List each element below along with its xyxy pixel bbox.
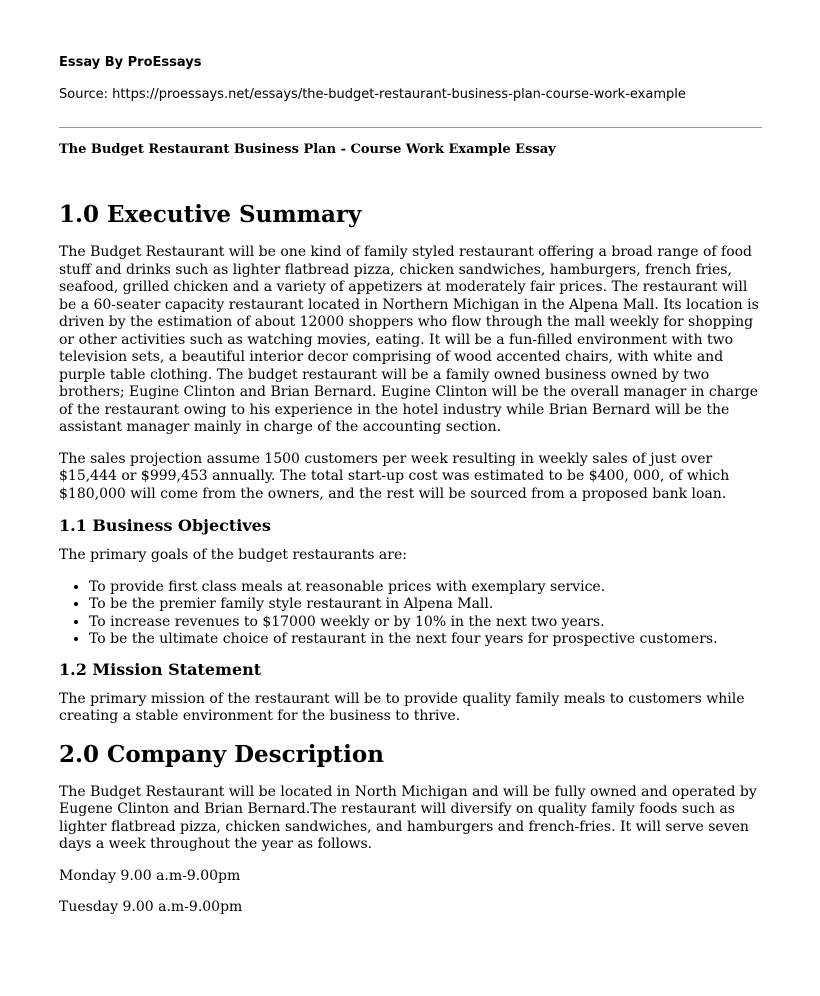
executive-summary-paragraph-2: The sales projection assume 1500 customers per week resulting in weekly sales of just over $15,444 or $999,453 annually. The total start-up cost was estimated to be $400, 000, of which $180,000 will come from the owners, and the rest will be sourced from a proposed bank loan.	[59, 450, 730, 502]
company-description-paragraph: The Budget Restaurant will be located in North Michigan and will be fully owned and operated by Eugene Clinton and Brian Bernard.The restaurant will diversify on quality family foods such as lighter flatbread pizza, chicken sandwiches, and hamburgers and french-fries. It will serve seven days a week throughout the year as follows.	[59, 783, 757, 852]
heading-business-objectives: 1.1 Business Objectives	[59, 516, 271, 535]
essay-title: The Budget Restaurant Business Plan - Course Work Example Essay	[59, 142, 556, 157]
list-item: • To provide first class meals at reasonable prices with exemplary service.	[89, 579, 764, 597]
hours-line-monday: Monday 9.00 a.m-9.00pm	[59, 867, 241, 884]
business-objectives-intro: The primary goals of the budget restaurants are:	[59, 547, 407, 563]
mission-statement-paragraph: The primary mission of the restaurant will be to provide quality family meals to customers while creating a stable environment for the business to thrive.	[59, 690, 745, 724]
essay-body	[59, 200, 764, 931]
hours-line-tuesday: Tuesday 9.00 a.m-9.00pm	[59, 899, 243, 915]
heading-mission-statement: 1.2 Mission Statement	[59, 659, 262, 679]
essay-byline: Essay By ProEssays	[59, 55, 202, 70]
list-item: • To increase revenues to $17000 weekly or by 10% in the next two years.	[89, 614, 764, 632]
header-divider	[59, 127, 762, 128]
heading-company-description: 2.0 Company Description	[59, 740, 384, 768]
list-item: • To be the premier family style restaurant in Alpena Mall.	[89, 596, 764, 614]
essay-source: Source: https://proessays.net/essays/the-budget-restaurant-business-plan-course-work-example	[59, 87, 686, 102]
executive-summary-paragraph-1: The Budget Restaurant will be one kind of family styled restaurant offering a broad range of food stuff and drinks such as lighter flatbread pizza, chicken sandwiches, hamburgers, french fries, seafood, grilled chicken and a variety of appetizers at moderately fair prices. The restaurant will be a 60-seater capacity restaurant located in Northern Michigan in the Alpena Mall. Its location is driven by the estimation of about 12000 shoppers who flow through the mall weekly for shopping or other activities such as watching movies, eating. It will be a fun-filled environment with two television sets, a beautiful interior decor comprising of wood accented chairs, with white and purple table clothing. The budget restaurant will be a family owned business owned by two brothers; Eugine Clinton and Brian Bernard. Eugine Clinton will be the overall manager in charge of the restaurant owing to his experience in the hotel industry while Brian Bernard will be the assistant manager mainly in charge of the accounting section.	[59, 244, 759, 435]
list-item: • To be the ultimate choice of restaurant in the next four years for prospective customers.	[89, 631, 764, 649]
heading-executive-summary: 1.0 Executive Summary	[59, 201, 362, 228]
objectives-list	[59, 579, 764, 649]
